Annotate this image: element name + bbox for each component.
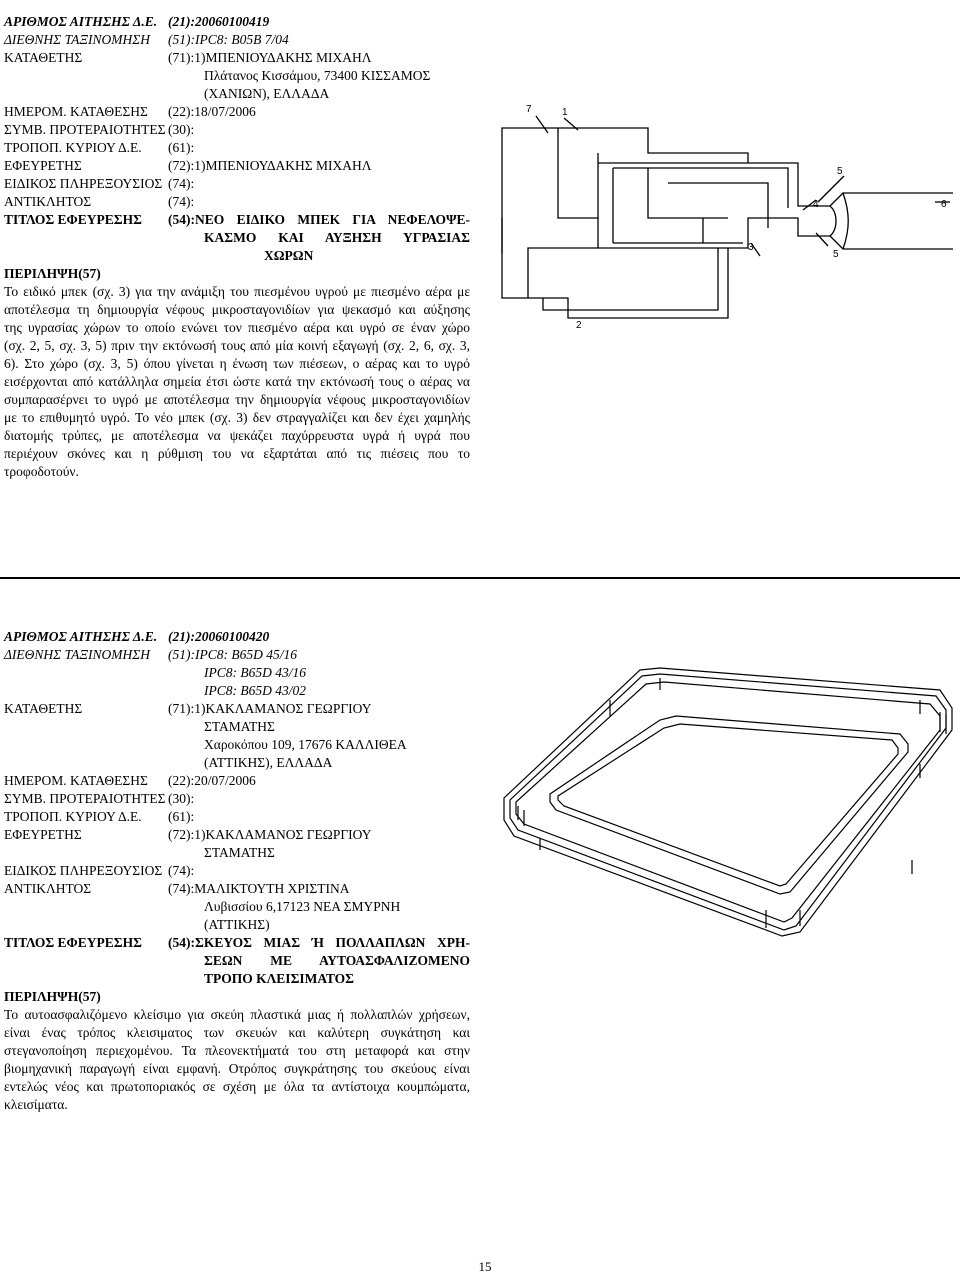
patent-record-2 xyxy=(4,628,470,1114)
record1-agent-row xyxy=(4,193,470,211)
figure-label: 7 xyxy=(526,104,532,115)
title-line: ΚΑΣΜΟ ΚΑΙ ΑΥΞΗΣΗ ΥΓΡΑΣΙΑΣ xyxy=(204,230,470,245)
label: ΔΙΕΘΝΗΣ ΤΑΞΙΝΟΜΗΣΗ xyxy=(4,32,150,47)
value: (22):18/07/2006 xyxy=(168,104,256,119)
record1-applicant-address-2: (ΧΑΝΙΩΝ), ΕΛΛΑΔΑ xyxy=(204,86,330,101)
label: ΚΑΤΑΘΕΤΗΣ xyxy=(4,701,83,716)
title-line: ΧΩΡΩΝ xyxy=(264,248,314,263)
record1-filing-date-row xyxy=(4,103,470,121)
record2-inventor-row xyxy=(4,826,470,844)
record1-applicant-row xyxy=(4,49,470,67)
figure-label: 3 xyxy=(748,242,754,253)
record2-applicant-more-3: (ΑΤΤΙΚΗΣ), ΕΛΛΑΔΑ xyxy=(204,755,333,770)
record2-abstract xyxy=(4,1006,470,1114)
record2-amendment-row xyxy=(4,808,470,826)
record2-inventor-more: ΣΤΑΜΑΤΗΣ xyxy=(204,845,275,860)
record1-abstract xyxy=(4,283,470,481)
record2-application-number-row xyxy=(4,628,470,646)
value: (71):1)ΚΑΚΛΑΜΑΝΟΣ ΓΕΩΡΓΙΟΥ xyxy=(168,701,372,716)
record2-attorney-row xyxy=(4,862,470,880)
abstract-line: με το επιθυμητό υγρό. Το νέο μπεκ (σχ. 3) δεν στραγγαλίζει και δεν έχει χαμηλής xyxy=(4,410,470,425)
abstract-line: αποτέλεσμα τη δημιουργία νέφους μικροσταγονιδίων για ψεκασμό και αύξησης xyxy=(4,302,470,317)
value: (51):IPC8: B05B 7/04 xyxy=(168,32,289,47)
label: ΣΥΜΒ. ΠΡΟΤΕΡΑΙΟΤΗΤΕΣ xyxy=(4,791,166,806)
value: (22):20/07/2006 xyxy=(168,773,256,788)
figure-label: 2 xyxy=(576,320,582,331)
value: (21):20060100420 xyxy=(168,629,270,644)
patent-record-1 xyxy=(4,13,470,481)
value: (74): xyxy=(168,194,195,209)
record2-filing-date-row xyxy=(4,772,470,790)
value: (74): xyxy=(168,863,195,878)
abstract-line: στεγανοποίηση περιεχομένου. Τα πλεονεκτήματά του στη μεταφορά και στην xyxy=(4,1043,470,1058)
record1-title xyxy=(168,211,470,265)
container-diagram xyxy=(500,660,956,940)
label: ΗΜΕΡΟΜ. ΚΑΤΑΘΕΣΗΣ xyxy=(4,773,148,788)
label: ΑΡΙΘΜΟΣ ΑΙΤΗΣΗΣ Δ.Ε. xyxy=(4,629,158,644)
record2-agent-row xyxy=(4,880,470,898)
label: ΔΙΕΘΝΗΣ ΤΑΞΙΝΟΜΗΣΗ xyxy=(4,647,150,662)
label: ΕΦΕΥΡΕΤΗΣ xyxy=(4,827,82,842)
abstract-line: είναι ένας τρόπος κλεισιματος των σκευών και καλύτερη συγκάτηση και xyxy=(4,1025,470,1040)
figure-label: 4 xyxy=(813,199,819,210)
label: ΕΙΔΙΚΟΣ ΠΛΗΡΕΞΟΥΣΙΟΣ xyxy=(4,863,163,878)
section-divider xyxy=(0,577,960,579)
value: (61): xyxy=(168,809,195,824)
nozzle-diagram xyxy=(498,98,958,348)
record2-classification-extra-1: IPC8: B65D 43/16 xyxy=(204,665,306,680)
value: (71):1)ΜΠΕΝΙΟΥΔΑΚΗΣ ΜΙΧΑΗΛ xyxy=(168,50,372,65)
abstract-line: Το αυτοασφαλιζόμενο κλείσιμο για σκεύη πλαστικά μιας ή πολλαπλών χρήσεων, xyxy=(4,1007,470,1022)
record2-classification-extra-2: IPC8: B65D 43/02 xyxy=(204,683,306,698)
record2-agent-address-1: Λυβισσίου 6,17123 ΝΕΑ ΣΜΥΡΝΗ xyxy=(204,899,401,914)
record1-applicant-address-1: Πλάτανος Κισσάμου, 73400 ΚΙΣΣΑΜΟΣ xyxy=(204,68,431,83)
abstract-line: 6). Στο χώρο (σχ. 3, 5) όπου γίνεται η ένωση των πιέσεων, ο αέρας και το υγρό xyxy=(4,356,470,371)
abstract-line: τροφοδοτούν. xyxy=(4,464,79,479)
title-line: ΤΡΟΠΟ ΚΛΕΙΣΙΜΑΤΟΣ xyxy=(204,971,354,986)
record1-application-number-row xyxy=(4,13,470,31)
value: (51):IPC8: B65D 45/16 xyxy=(168,647,297,662)
abstract-line: συμπαρασέρνει το υγρό με αποτέλεσμα την δημιουργία νέφους μικροσταγονιδίων xyxy=(4,392,470,407)
value: (61): xyxy=(168,140,195,155)
record1-priority-row xyxy=(4,121,470,139)
abstract-line: περιέχουν σκόνες και η ρύθμιση του να εξαρτάται από τις πιέσεις που το xyxy=(4,446,470,461)
label: ΕΦΕΥΡΕΤΗΣ xyxy=(4,158,82,173)
record2-applicant-row xyxy=(4,700,470,718)
label: ΗΜΕΡΟΜ. ΚΑΤΑΘΕΣΗΣ xyxy=(4,104,148,119)
label: ΚΑΤΑΘΕΤΗΣ xyxy=(4,50,83,65)
record2-classification-row xyxy=(4,646,470,664)
title-line: (54):ΣΚΕΥΟΣ ΜΙΑΣ Ή ΠΟΛΛΑΠΛΩΝ ΧΡΗ- xyxy=(168,935,470,950)
value: (30): xyxy=(168,791,195,806)
title-line: (54):ΝΕΟ ΕΙΔΙΚΟ ΜΠΕΚ ΓΙΑ ΝΕΦΕΛΟΨΕ- xyxy=(168,212,470,227)
page-number: 15 xyxy=(478,1259,492,1274)
abstract-line: εντελώς νέος και πρωτοποριακός σε σχέση με όλα τα αντίστοιχα κουμπώματα, xyxy=(4,1079,470,1094)
record1-title-row xyxy=(4,211,470,265)
value: (21):20060100419 xyxy=(168,14,270,29)
label: ΑΡΙΘΜΟΣ ΑΙΤΗΣΗΣ Δ.Ε. xyxy=(4,14,158,29)
abstract-line: της υγρασίας χώρων το οποίο ενώνει τον πιεσμένο αέρα και υγρό σε έναν χώρο xyxy=(4,320,470,335)
value: (72):1)ΜΠΕΝΙΟΥΔΑΚΗΣ ΜΙΧΑΗΛ xyxy=(168,158,372,173)
record2-title-row xyxy=(4,934,470,988)
abstract-line: διατομής τρύπες, με αποτέλεσμα να ψεκάζει παχύρρευστα υγρά ή υγρά που xyxy=(4,428,470,443)
value: (74):ΜΑΛΙΚΤΟΥΤΗ ΧΡΙΣΤΙΝΑ xyxy=(168,881,350,896)
figure-label: 1 xyxy=(562,107,568,118)
record2-abstract-heading: ΠΕΡΙΛΗΨΗ(57) xyxy=(4,989,101,1004)
value: (74): xyxy=(168,176,195,191)
record1-abstract-heading: ΠΕΡΙΛΗΨΗ(57) xyxy=(4,266,101,281)
title-label: ΤΙΤΛΟΣ ΕΦΕΥΡΕΣΗΣ xyxy=(4,935,142,950)
record2-applicant-more-2: Χαροκόπου 109, 17676 ΚΑΛΛΙΘΕΑ xyxy=(204,737,407,752)
label: ΣΥΜΒ. ΠΡΟΤΕΡΑΙΟΤΗΤΕΣ xyxy=(4,122,166,137)
abstract-line: βιομηχανική παραγωγή είναι εμφανή. Οτρόπος συγκράτησης του σκεύους είναι xyxy=(4,1061,470,1076)
record1-classification-row xyxy=(4,31,470,49)
record2-agent-address-2: (ΑΤΤΙΚΗΣ) xyxy=(204,917,270,932)
abstract-line: Το ειδικό μπεκ (σχ. 3) για την ανάμιξη του πιεσμένου υγρού με πιεσμένο αέρα με xyxy=(4,284,470,299)
label: ΑΝΤΙΚΛΗΤΟΣ xyxy=(4,194,92,209)
figure-label: 6 xyxy=(941,199,947,210)
value: (30): xyxy=(168,122,195,137)
abstract-line: κλεισίματα. xyxy=(4,1097,68,1112)
abstract-line: (σχ. 2, 5, σχ. 3, 5) πριν την εκτόνωσή τους από μία κοινή εξαγωγή (σχ. 2, 6, σχ. 3, xyxy=(4,338,470,353)
record1-attorney-row xyxy=(4,175,470,193)
record1-inventor-row xyxy=(4,157,470,175)
record2-title xyxy=(168,934,470,988)
record2-applicant-more-1: ΣΤΑΜΑΤΗΣ xyxy=(204,719,275,734)
title-label: ΤΙΤΛΟΣ ΕΦΕΥΡΕΣΗΣ xyxy=(4,212,142,227)
label: ΕΙΔΙΚΟΣ ΠΛΗΡΕΞΟΥΣΙΟΣ xyxy=(4,176,163,191)
title-line: ΣΕΩΝ ΜΕ ΑΥΤΟΑΣΦΑΛΙΖΟΜΕΝΟ xyxy=(204,953,470,968)
abstract-line: εισέρχονται από κατάλληλα σημεία έτσι ώστε κατά την εκτόνωσή τους ο αέρας να xyxy=(4,374,470,389)
label: ΤΡΟΠΟΠ. ΚΥΡΙΟΥ Δ.Ε. xyxy=(4,140,142,155)
label: ΤΡΟΠΟΠ. ΚΥΡΙΟΥ Δ.Ε. xyxy=(4,809,142,824)
record1-amendment-row xyxy=(4,139,470,157)
label: ΑΝΤΙΚΛΗΤΟΣ xyxy=(4,881,92,896)
value: (72):1)ΚΑΚΛΑΜΑΝΟΣ ΓΕΩΡΓΙΟΥ xyxy=(168,827,372,842)
figure-label: 5 xyxy=(833,249,839,260)
record2-priority-row xyxy=(4,790,470,808)
figure-label: 5 xyxy=(837,166,843,177)
